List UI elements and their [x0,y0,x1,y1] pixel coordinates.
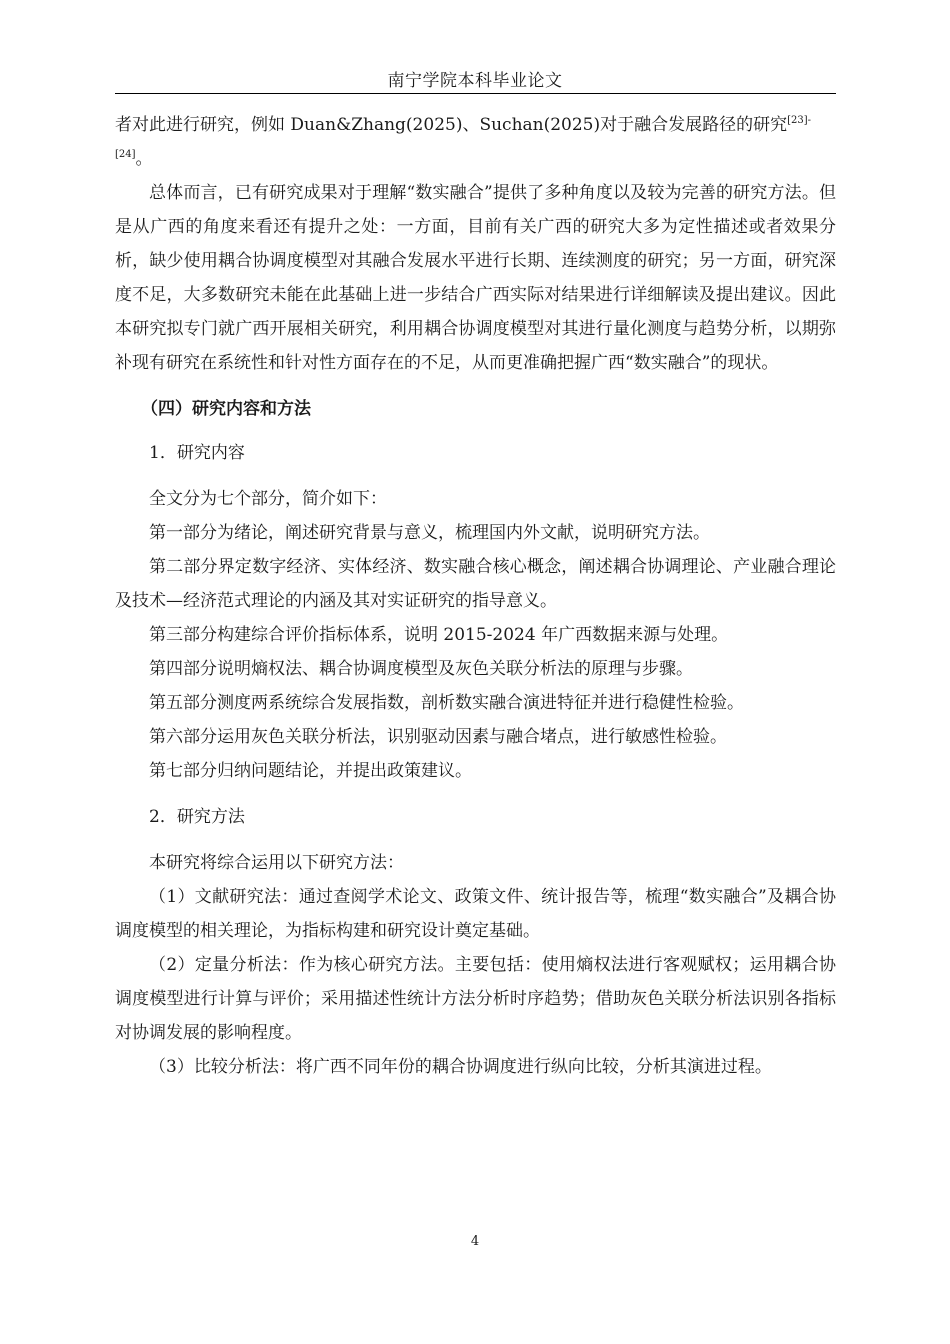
continued-paragraph [115,108,836,176]
part-item: 第三部分构建综合评价指标体系，说明 2015-2024 年广西数据来源与处理。 [149,625,729,645]
method-item: （2）定量分析法：作为核心研究方法。主要包括：使用熵权法进行客观赋权；运用耦合协调度模型进行计算与评价；采用描述性统计方法分析时序趋势；借助灰色关联分析法识别各指标对协调发展的影响程度。 [115,955,836,1043]
subsection-heading-methods: 2．研究方法 [149,807,245,827]
page-number: 4 [470,1234,480,1249]
continued-end: 。 [135,149,153,169]
part-item: 第二部分界定数字经济、实体经济、数实融合核心概念，阐述耦合协调理论、产业融合理论及技术—经济范式理论的内涵及其对实证研究的指导意义。 [115,557,836,611]
citation-ref: [24] [115,149,136,160]
page-body [115,108,836,1084]
methods-intro: 本研究将综合运用以下研究方法： [149,853,404,873]
part-item: 第一部分为绪论，阐述研究背景与意义，梳理国内外文献，说明研究方法。 [149,523,710,543]
content-intro: 全文分为七个部分，简介如下： [149,489,387,509]
part-item: 第七部分归纳问题结论，并提出政策建议。 [149,761,472,781]
part-item: 第四部分说明熵权法、耦合协调度模型及灰色关联分析法的原理与步骤。 [149,659,693,679]
page-header-title: 南宁学院本科毕业论文 [387,71,563,91]
method-item: （1）文献研究法：通过查阅学术论文、政策文件、统计报告等，梳理“数实融合”及耦合协调度模型的相关理论，为指标构建和研究设计奠定基础。 [115,887,836,941]
method-item: （3）比较分析法：将广西不同年份的耦合协调度进行纵向比较，分析其演进过程。 [149,1057,772,1077]
header-divider [115,93,836,94]
citation-ref: [23]- [787,115,812,126]
summary-paragraph: 总体而言，已有研究成果对于理解“数实融合”提供了多种角度以及较为完善的研究方法。但是从广西的角度来看还有提升之处：一方面，目前有关广西的研究大多为定性描述或者效果分析，缺少使用耦合协调度模型对其融合发展水平进行长期、连续测度的研究；另一方面，研究深度不足，大多数研究未能在此基础上进一步结合广西实际对结果进行详细解读及提出建议。因此本研究拟专门就广西开展相关研究，利用耦合协调度模型对其进行量化测度与趋势分析，以期弥补现有研究在系统性和针对性方面存在的不足，从而更准确把握广西“数实融合”的现状。 [115,183,836,373]
part-item: 第五部分测度两系统综合发展指数，剖析数实融合演进特征并进行稳健性检验。 [149,693,744,713]
part-item: 第六部分运用灰色关联分析法，识别驱动因素与融合堵点，进行敏感性检验。 [149,727,727,747]
subsection-heading-content: 1．研究内容 [149,443,245,463]
section-heading: （四）研究内容和方法 [141,399,311,419]
continued-text: 者对此进行研究，例如 Duan&Zhang(2025)、Suchan(2025)对于融合发展路径的研究 [115,115,788,135]
